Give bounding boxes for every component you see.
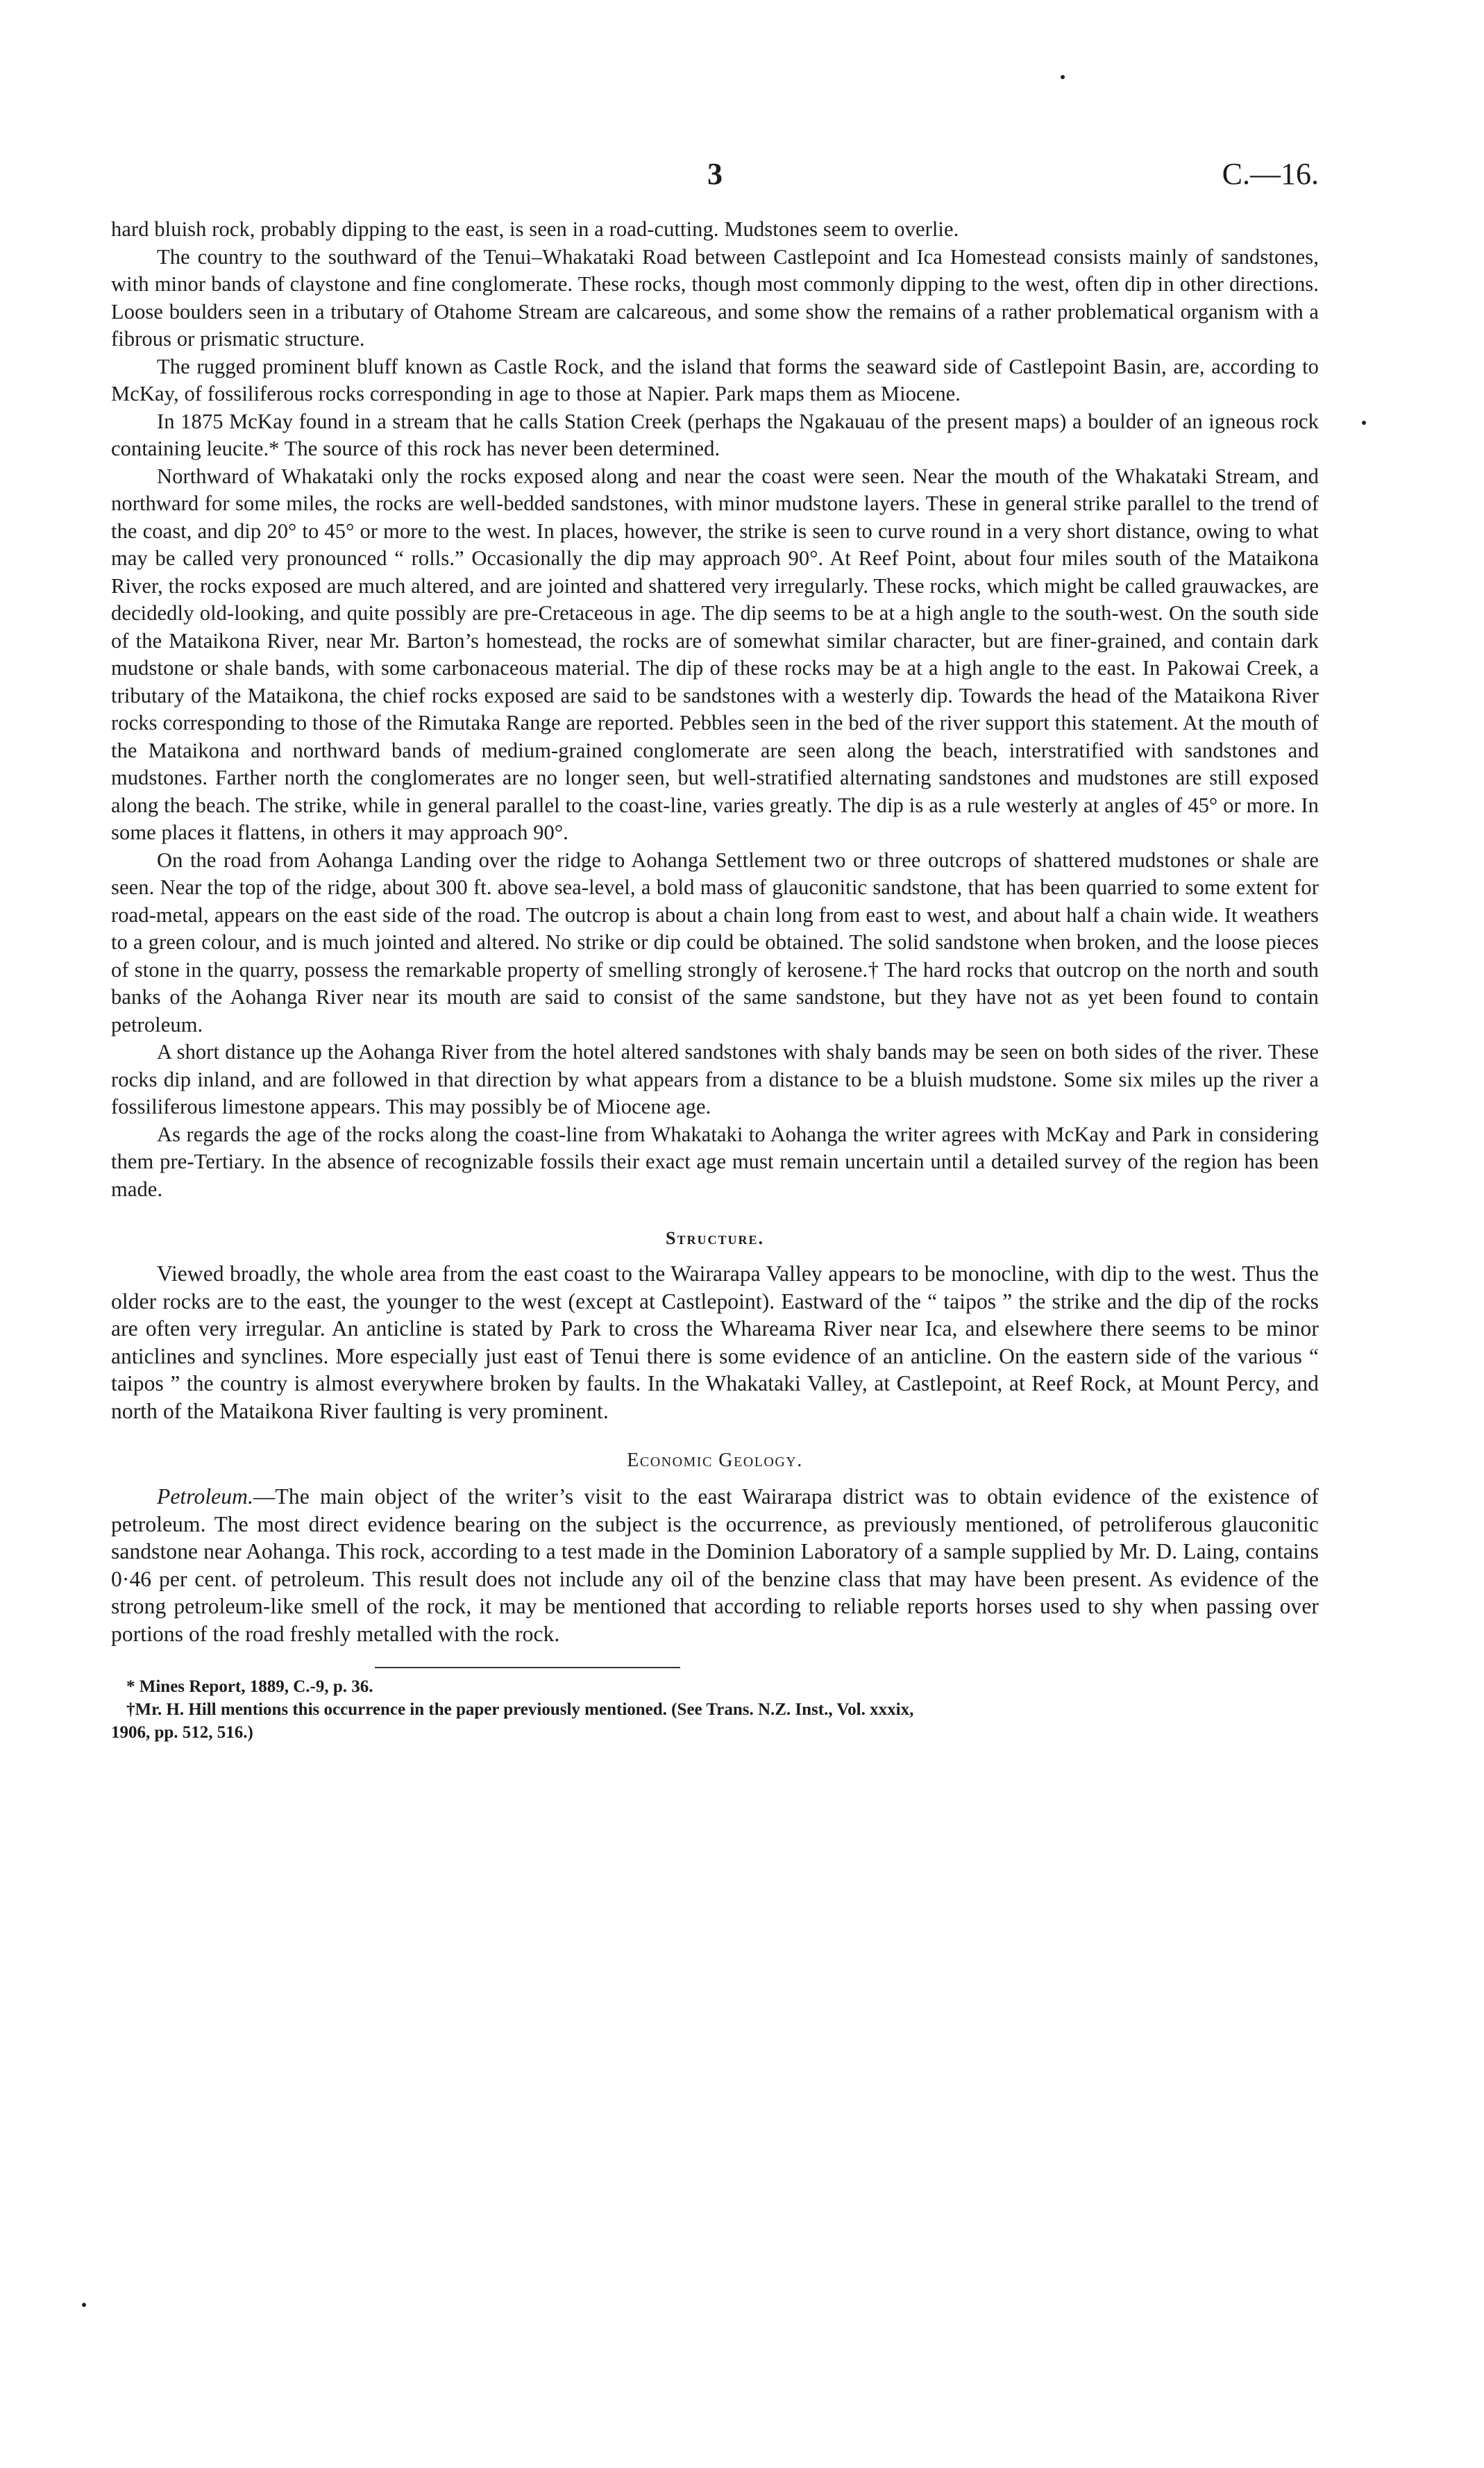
print-speck: [1061, 75, 1065, 79]
page-number: 3: [707, 157, 723, 191]
paragraph-aohanga-road: On the road from Aohanga Landing over the ridge to Aohanga Settlement two or three outcrops of shattered mudstones or shale are seen. Near the top of the ridge, about 300 ft. above sea-level, a bold mass of glauconitic sandstone, that has been quarried to some extent for road-metal, appears on the east side of the road. The outcrop is about a chain long from east to west, and about half a chain wide. It weathers to a green colour, and is much jointed and altered. No strike or dip could be obtained. The solid sandstone when broken, and the loose pieces of stone in the quarry, possess the remarkable property of smelling strongly of kerosene.† The hard rocks that outcrop on the north and south banks of the Aohanga River near its mouth are said to consist of the same sandstone, but they have not as yet been found to contain petroleum.: [111, 848, 1319, 1036]
document-page: [111, 149, 1319, 1744]
paragraph-aohanga-river: A short distance up the Aohanga River from the hotel altered sandstones with shaly bands may be seen on both sides of the river. These rocks dip inland, and are followed in that direction by what appears from a distance to be a bluish mudstone. Some six miles up the river a fossiliferous limestone appears. This may possibly be of Miocene age.: [111, 1040, 1319, 1118]
structure-paragraph: Viewed broadly, the whole area from the east coast to the Wairarapa Valley appears to be monocline, with dip to the west. Thus the older rocks are to the east, the younger to the west (except at Castlepoint). Eastward of the “ taipos ” the strike and the dip of the rocks are often very irregular. An anticline is stated by Park to cross the Whareama River near Ica, and elsewhere there seems to be minor anticlines and synclines. More especially just east of Tenui there is some evidence of an anticline. On the eastern side of the various “ taipos ” the country is almost everywhere broken by faults. In the Whakataki Valley, at Castlepoint, at Reef Rock, at Mount Percy, and north of the Mataikona River faulting is very prominent.: [111, 1261, 1319, 1423]
print-speck: [1362, 421, 1366, 425]
petroleum-text: —The main object of the writer’s visit to the east Wairarapa district was to obtain evidence of the existence of petroleum. The most direct evidence bearing on the subject is the occurrence, as previously mentioned, of petroliferous glauconitic sandstone near Aohanga. This rock, according to a test made in the Dominion Laboratory of a sample supplied by Mr. D. Laing, contains 0·46 per cent. of petroleum. This result does not include any oil of the benzine class that may have been present. As evidence of the strong petroleum-like smell of the rock, it may be mentioned that according to reliable reports horses used to shy when passing over portions of the road freshly metalled with the rock.: [111, 1484, 1319, 1646]
body-text: [111, 216, 1319, 1203]
economic-geology-heading: Economic Geology.: [627, 1450, 803, 1471]
footnote-mines-report: [111, 1675, 1319, 1698]
page-header: [111, 149, 1319, 198]
paragraph-rock-age: As regards the age of the rocks along the coast-line from Whakataki to Aohanga the writer agrees with McKay and Park in considering them pre-Tertiary. In the absence of recognizable fossils their exact age must remain uncertain until a detailed survey of the region has been made.: [111, 1122, 1319, 1201]
print-speck: [82, 2303, 86, 2307]
footnote-text: Mines Report, 1889, C.-9, p. 36.: [139, 1677, 373, 1696]
economic-geology-section: [111, 1450, 1319, 1647]
document-reference: C.—16.: [1222, 157, 1319, 191]
paragraph-station-creek: In 1875 McKay found in a stream that he calls Station Creek (perhaps the Ngakauau of the present maps) a boulder of an igneous rock containing leucite.* The source of this rock has never been determined.: [111, 409, 1319, 460]
footnote-marker: *: [126, 1677, 135, 1696]
petroleum-paragraph: [111, 1483, 1319, 1647]
footnote-hill: [111, 1698, 1319, 1721]
paragraph-continuation: hard bluish rock, probably dipping to the east, is seen in a road-cutting. Mudstones seem to overlie.: [111, 217, 959, 241]
paragraph-tenui-road: The country to the southward of the Tenui–Whakataki Road between Castlepoint and Ica Homestead consists mainly of sandstones, with minor bands of claystone and fine conglomerate. These rocks, though most commonly dipping to the west, often dip in other directions. Loose boulders seen in a tributary of Otahome Stream are calcareous, and some show the remains of a rather problematical organism with a fibrous or prismatic structure.: [111, 244, 1319, 351]
footnote-continuation: 1906, pp. 512, 516.): [111, 1723, 253, 1742]
paragraph-northward-whakataki: Northward of Whakataki only the rocks exposed along and near the coast were seen. Near the mouth of the Whakataki Stream, and northward for some miles, the rocks are well-bedded sandstones, with minor mudstone layers. These in general strike parallel to the trend of the coast, and dip 20° to 45° or more to the west. In places, however, the strike is seen to curve round in a very short distance, owing to what may be called very pronounced “ rolls.” Occasionally the dip may approach 90°. At Reef Point, about four miles south of the Mataikona River, the rocks exposed are much altered, and are jointed and shattered very irregularly. These rocks, which might be called grauwackes, are decidedly old-looking, and quite possibly are pre-Cretaceous in age. The dip seems to be at a high angle to the south-west. On the south side of the Mataikona River, near Mr. Barton’s homestead, the rocks are of somewhat similar character, but are finer-grained, and contain dark mudstone or shale bands, with some carbonaceous material. The dip of these rocks may be at a high angle to the east. In Pakowai Creek, a tributary of the Mataikona, the chief rocks exposed are said to be sandstones with a westerly dip. Towards the head of the Mataikona River rocks corresponding to those of the Rimutaka Range are reported. Pebbles seen in the bed of the river support this statement. At the mouth of the Mataikona and northward bands of medium-grained conglomerate are seen along the beach, interstratified with sandstones and mudstones. Farther north the conglomerates are no longer seen, but well-stratified alternating sandstones and mudstones are still exposed along the beach. The strike, while in general parallel to the coast-line, varies greatly. The dip is as a rule westerly at angles of 45° or more. In some places it flattens, in others it may approach 90°.: [111, 464, 1319, 844]
footnote-marker: †: [126, 1700, 135, 1719]
footnote-divider: [375, 1667, 680, 1668]
paragraph-castle-rock: The rugged prominent bluff known as Castle Rock, and the island that forms the seaward side of Castlepoint Basin, are, according to McKay, of fossiliferous rocks corresponding in age to those at Napier. Park maps them as Miocene.: [111, 354, 1319, 405]
petroleum-lead: Petroleum.: [157, 1484, 253, 1509]
structure-section: [111, 1228, 1319, 1425]
footnote-text: Mr. H. Hill mentions this occurrence in the paper previously mentioned. (See Trans. N.Z. Inst., Vol. xxxix,: [135, 1700, 914, 1719]
structure-heading: Structure.: [666, 1228, 764, 1248]
footnotes: [111, 1675, 1319, 1744]
